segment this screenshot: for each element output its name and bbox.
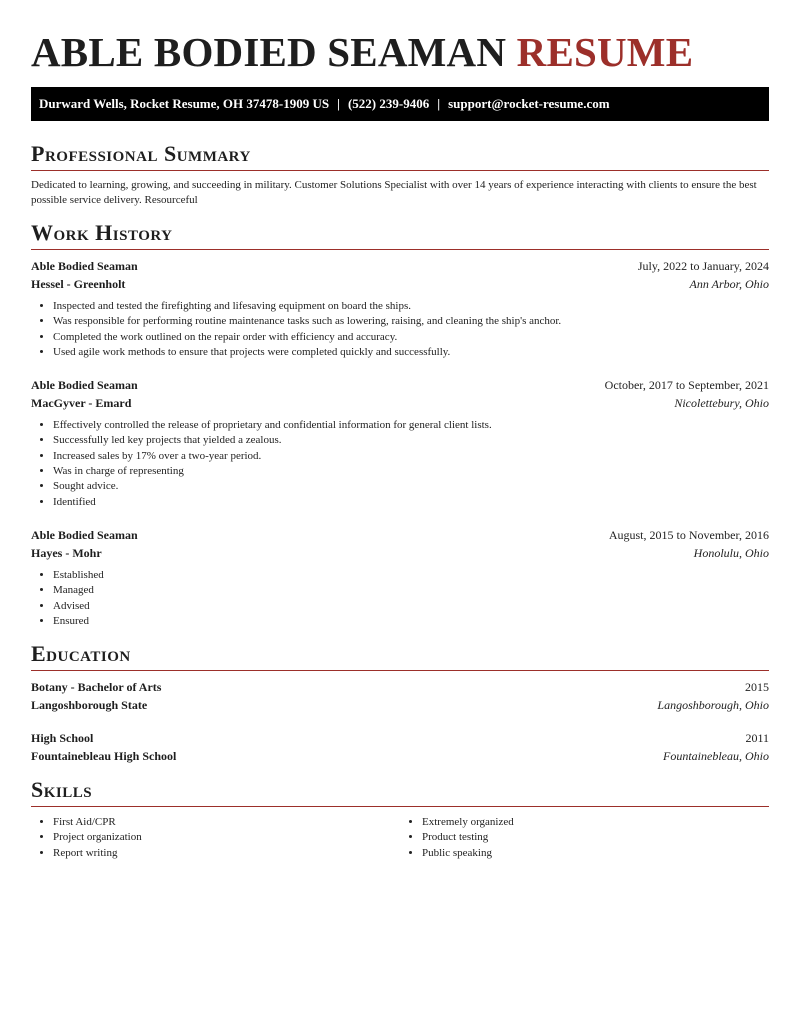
job-entry bbox=[31, 376, 769, 510]
job-company: Hayes - Mohr bbox=[31, 545, 102, 560]
list-item: • Ensured bbox=[53, 614, 769, 629]
list-item: • Successfully led key projects that yielded a zealous. bbox=[53, 433, 769, 448]
title-accent: RESUME bbox=[516, 29, 694, 75]
list-item: • Was in charge of representing bbox=[53, 464, 769, 479]
education-degree: High School bbox=[31, 731, 94, 746]
list-item: • Completed the work outlined on the repair order with efficiency and accuracy. bbox=[53, 330, 769, 345]
education-section bbox=[31, 641, 769, 765]
skills-section bbox=[31, 777, 769, 861]
list-item: • Identified bbox=[53, 495, 769, 510]
job-entry bbox=[31, 526, 769, 629]
contact-separator: | bbox=[337, 96, 340, 111]
title-main: ABLE BODIED SEAMAN bbox=[31, 29, 507, 75]
list-item: • Managed bbox=[53, 583, 769, 598]
summary-section bbox=[31, 141, 769, 208]
list-item: • Product testing bbox=[422, 830, 769, 845]
job-title: Able Bodied Seaman bbox=[31, 527, 138, 542]
skills-list-right bbox=[400, 815, 769, 861]
contact-phone[interactable]: (522) 239-9406 bbox=[347, 96, 430, 111]
contact-separator: | bbox=[437, 96, 441, 111]
job-location: Honolulu, Ohio bbox=[693, 545, 769, 560]
education-year: 2011 bbox=[745, 731, 769, 746]
list-item: • Was responsible for performing routine maintenance tasks such as lowering, raising, and cleaning the ship's anchor. bbox=[53, 314, 769, 329]
job-location: Nicolettebury, Ohio bbox=[674, 396, 769, 411]
list-item: • First Aid/CPR bbox=[53, 815, 400, 830]
list-item: • Public speaking bbox=[422, 846, 769, 861]
section-heading-summary: Professional Summary bbox=[31, 141, 251, 166]
education-location: Langoshborough, Ohio bbox=[657, 698, 769, 713]
job-duties-list bbox=[31, 299, 769, 360]
list-item: • Used agile work methods to ensure that projects were completed quickly and successfully. bbox=[53, 345, 769, 360]
section-divider bbox=[31, 670, 769, 671]
job-dates: August, 2015 to November, 2016 bbox=[608, 527, 769, 542]
summary-text: Dedicated to learning, growing, and succeeding in military. Customer Solutions Specialist with over 14 years of experience interacting with clients to ensure the best possible service delivery. Resourceful bbox=[31, 179, 757, 206]
skills-list-left bbox=[31, 815, 400, 861]
list-item: • Increased sales by 17% over a two-year period. bbox=[53, 449, 769, 464]
skills-columns bbox=[31, 815, 769, 861]
job-duties-list bbox=[31, 418, 769, 510]
education-entry bbox=[31, 729, 769, 765]
education-entry bbox=[31, 678, 769, 714]
contact-address: Durward Wells, Rocket Resume, OH 37478-1909 US bbox=[39, 96, 330, 111]
job-duties-list bbox=[31, 568, 769, 629]
list-item: • Project organization bbox=[53, 830, 400, 845]
list-item: • Established bbox=[53, 568, 769, 583]
section-heading-work-history: Work History bbox=[31, 220, 173, 245]
section-divider bbox=[31, 806, 769, 807]
list-item: • Inspected and tested the firefighting and lifesaving equipment on board the ships. bbox=[53, 299, 769, 314]
section-heading-skills: Skills bbox=[31, 777, 93, 803]
education-school: Langoshborough State bbox=[31, 698, 148, 713]
job-company: Hessel - Greenholt bbox=[31, 277, 126, 291]
section-heading-education: Education bbox=[31, 641, 131, 667]
contact-bar bbox=[31, 87, 769, 121]
education-year: 2015 bbox=[745, 680, 769, 695]
list-item: • Effectively controlled the release of proprietary and confidential information for general client lists. bbox=[53, 418, 769, 433]
list-item: • Sought advice. bbox=[53, 479, 769, 494]
job-location: Ann Arbor, Ohio bbox=[689, 277, 769, 291]
section-divider bbox=[31, 249, 769, 250]
list-item: • Report writing bbox=[53, 846, 400, 861]
job-entry bbox=[31, 257, 769, 360]
section-divider bbox=[31, 170, 769, 171]
job-dates: July, 2022 to January, 2024 bbox=[637, 259, 769, 273]
education-school: Fountainebleau High School bbox=[31, 749, 177, 764]
job-title: Able Bodied Seaman bbox=[31, 378, 138, 393]
job-title: Able Bodied Seaman bbox=[31, 259, 138, 273]
contact-email[interactable]: support@rocket-resume.com bbox=[448, 96, 610, 111]
list-item: • Advised bbox=[53, 599, 769, 614]
resume-title bbox=[31, 0, 769, 74]
education-degree: Botany - Bachelor of Arts bbox=[31, 680, 162, 695]
job-dates: October, 2017 to September, 2021 bbox=[604, 378, 769, 393]
list-item: • Extremely organized bbox=[422, 815, 769, 830]
work-history-section bbox=[31, 220, 769, 629]
education-location: Fountainebleau, Ohio bbox=[663, 749, 769, 764]
job-company: MacGyver - Emard bbox=[31, 396, 132, 411]
